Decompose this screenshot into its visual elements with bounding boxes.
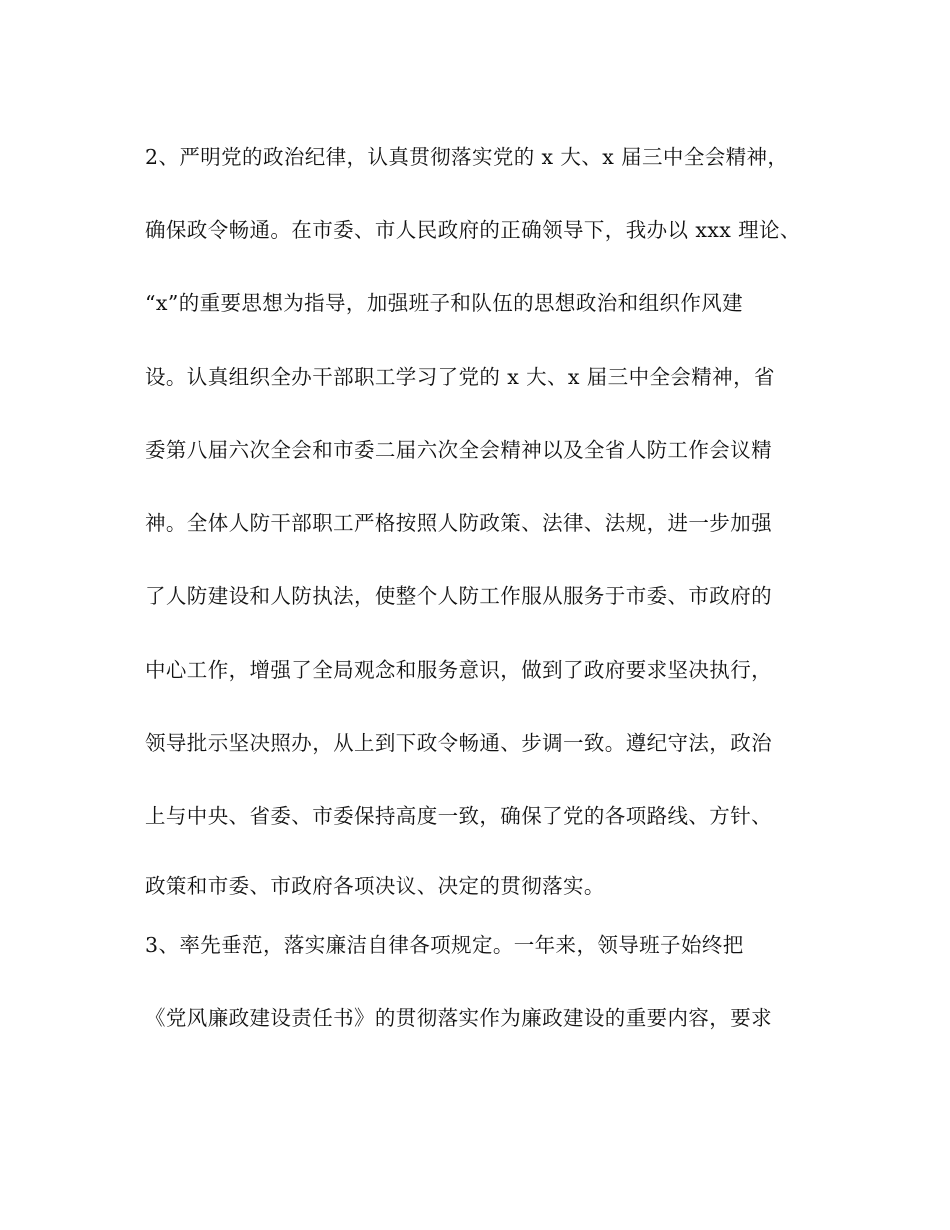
paragraph-2-line-3: “x”的重要思想为指导，加强班子和队伍的思想政治和组织作风建 <box>145 291 744 315</box>
paragraph-2-line-5: 委第八届六次全会和市委二届六次全会精神以及全省人防工作会议精 <box>145 438 772 462</box>
paragraph-2-line-8: 中心工作，增强了全局观念和服务意识，做到了政府要求坚决执行， <box>145 658 772 682</box>
paragraph-2-line-11: 政策和市委、市政府各项决议、决定的贯彻落实。 <box>145 874 605 898</box>
paragraph-3-line-1: 3、率先垂范，落实廉洁自律各项规定。一年来，领导班子始终把 <box>145 933 744 957</box>
paragraph-2-line-4: 设。认真组织全办干部职工学习了党的 x 大、x 届三中全会精神，省 <box>145 365 775 389</box>
paragraph-2-line-10: 上与中央、省委、市委保持高度一致，确保了党的各项路线、方针、 <box>145 804 772 828</box>
paragraph-3-line-2: 《党风廉政建设责任书》的贯彻落实作为廉政建设的重要内容，要求 <box>145 1006 772 1030</box>
paragraph-2-line-6: 神。全体人防干部职工严格按照人防政策、法律、法规，进一步加强 <box>145 511 772 535</box>
paragraph-2-line-1: 2、严明党的政治纪律，认真贯彻落实党的 x 大、x 届三中全会精神， <box>145 145 789 169</box>
paragraph-2-line-9: 领导批示坚决照办，从上到下政令畅通、步调一致。遵纪守法，政治 <box>145 731 772 755</box>
paragraph-2-line-7: 了人防建设和人防执法，使整个人防工作服从服务于市委、市政府的 <box>145 584 772 608</box>
paragraph-2-line-2: 确保政令畅通。在市委、市人民政府的正确领导下，我办以 xxx 理论、 <box>145 218 801 242</box>
